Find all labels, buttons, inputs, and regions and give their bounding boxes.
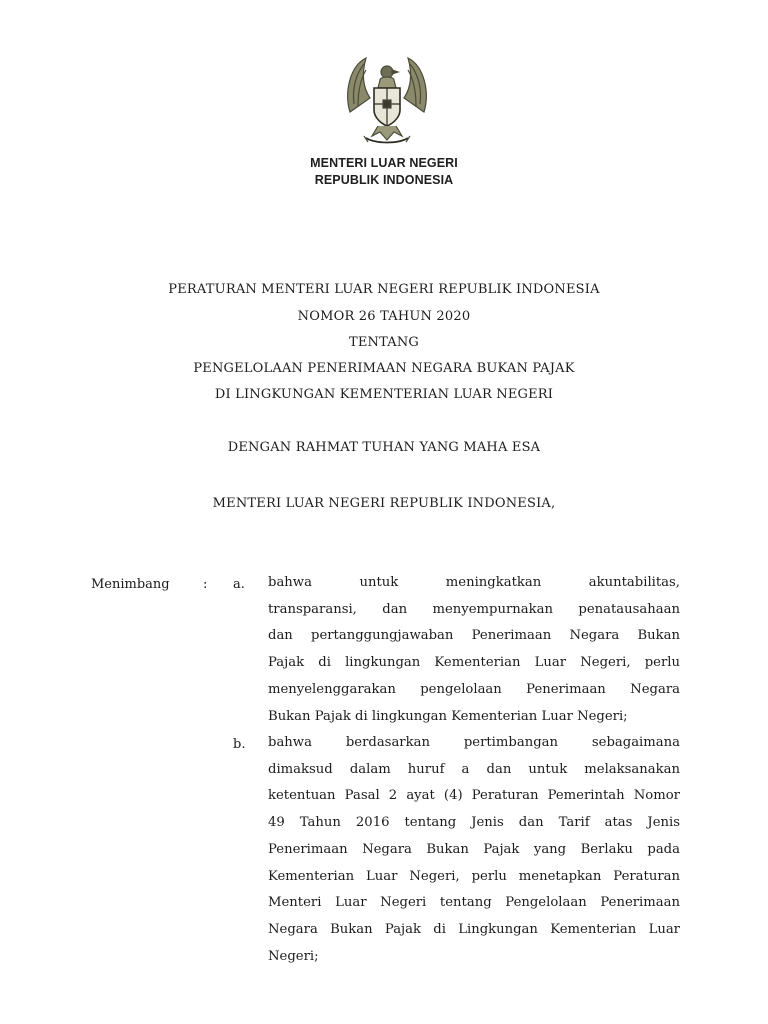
consideration-item-a xyxy=(268,570,680,730)
item-letter-b: b. xyxy=(233,737,246,752)
ministry-header-line2: REPUBLIK INDONESIA xyxy=(314,173,454,187)
consideration-item-b xyxy=(268,730,680,970)
regulation-title: PERATURAN MENTERI LUAR NEGERI REPUBLIK INDONESIA xyxy=(168,282,600,297)
text-line: dan pertanggungjawaban Penerimaan Negara Bukan xyxy=(268,628,680,644)
regulation-about: TENTANG xyxy=(348,335,420,350)
text-line: Negeri; xyxy=(268,948,319,964)
ministry-header-line1: MENTERI LUAR NEGERI xyxy=(310,156,458,170)
regulation-subject-line1: PENGELOLAAN PENERIMAAN NEGARA BUKAN PAJAK xyxy=(193,361,575,376)
text-line: bahwa berdasarkan pertimbangan sebagaimana xyxy=(268,735,680,750)
text-line: 49 Tahun 2016 tentang Jenis dan Tarif atas Jenis xyxy=(268,815,680,831)
menimbang-colon: : xyxy=(203,577,208,592)
minister-line: MENTERI LUAR NEGERI REPUBLIK INDONESIA, xyxy=(212,496,556,511)
regulation-subject-line2: DI LINGKUNGAN KEMENTERIAN LUAR NEGERI xyxy=(214,387,554,402)
text-line: Negara Bukan Pajak di Lingkungan Kementerian Luar xyxy=(268,921,680,937)
text-line: Kementerian Luar Negeri, perlu menetapkan Peraturan xyxy=(268,868,680,884)
text-line: Menteri Luar Negeri tentang Pengelolaan Penerimaan xyxy=(268,895,680,911)
text-line: transparansi, dan menyempurnakan penatausahaan xyxy=(268,601,680,617)
menimbang-label: Menimbang xyxy=(91,577,170,592)
text-line: menyelenggarakan pengelolaan Penerimaan Negara xyxy=(268,681,680,697)
regulation-number: NOMOR 26 TAHUN 2020 xyxy=(297,309,471,324)
blessing-line: DENGAN RAHMAT TUHAN YANG MAHA ESA xyxy=(227,440,541,455)
text-line: dimaksud dalam huruf a dan untuk melaksanakan xyxy=(268,761,680,777)
text-line: Pajak di lingkungan Kementerian Luar Negeri, perlu xyxy=(268,655,680,671)
text-line: bahwa untuk meningkatkan akuntabilitas, xyxy=(268,575,680,590)
text-line: Bukan Pajak di lingkungan Kementerian Luar Negeri; xyxy=(268,708,628,724)
text-line: Penerimaan Negara Bukan Pajak yang Berlaku pada xyxy=(268,841,680,857)
garuda-emblem-icon xyxy=(340,52,434,148)
text-line: ketentuan Pasal 2 ayat (4) Peraturan Pemerintah Nomor xyxy=(268,788,680,804)
item-letter-a: a. xyxy=(233,577,245,592)
